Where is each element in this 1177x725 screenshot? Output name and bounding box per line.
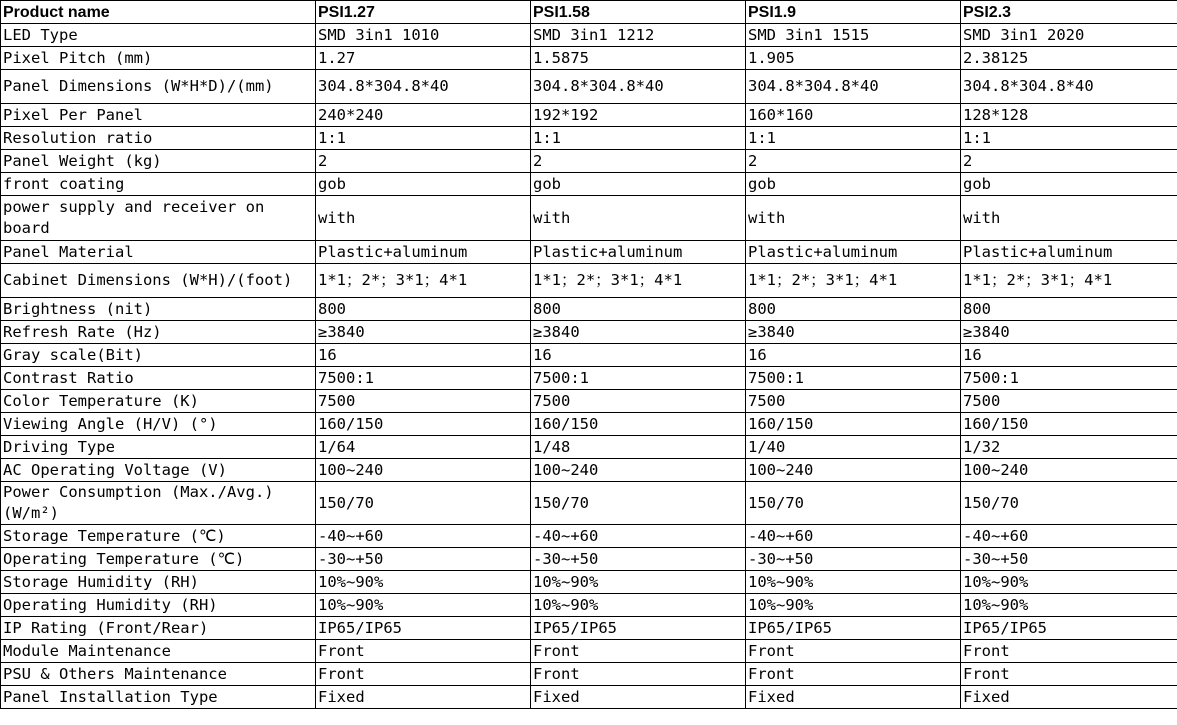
spec-value-cell: Plastic+aluminum [746,241,961,264]
spec-value-cell: IP65/IP65 [531,617,746,640]
spec-value-cell: 160/150 [961,413,1177,436]
spec-value-cell: 1/48 [531,436,746,459]
spec-value-cell: with [316,196,531,241]
table-row [1,367,1177,390]
spec-value-cell: 100~240 [746,459,961,482]
table-row [1,686,1177,709]
spec-value-cell: Plastic+aluminum [961,241,1177,264]
spec-value-cell: -30~+50 [531,548,746,571]
header-cell-psi19: PSI1.9 [746,1,961,24]
spec-value-cell: 10%~90% [961,571,1177,594]
spec-value-cell: Front [961,640,1177,663]
spec-value-cell: 7500:1 [746,367,961,390]
spec-value-cell: 10%~90% [531,594,746,617]
table-row [1,459,1177,482]
spec-value-cell: 7500 [316,390,531,413]
row-label-cell: power supply and receiver on board [1,196,316,241]
spec-value-cell: SMD 3in1 1515 [746,24,961,47]
spec-value-cell: 192*192 [531,104,746,127]
spec-value-cell: gob [316,173,531,196]
header-cell-psi158: PSI1.58 [531,1,746,24]
spec-table-body [1,24,1177,709]
spec-value-cell: IP65/IP65 [316,617,531,640]
spec-value-cell: Plastic+aluminum [531,241,746,264]
spec-value-cell: ≥3840 [316,321,531,344]
row-label-cell: Driving Type [1,436,316,459]
table-row [1,47,1177,70]
spec-value-cell: 150/70 [746,482,961,525]
spec-value-cell: 800 [961,298,1177,321]
spec-value-cell: 160*160 [746,104,961,127]
row-label-cell: Cabinet Dimensions (W*H)/(foot) [1,264,316,298]
spec-value-cell: Plastic+aluminum [316,241,531,264]
spec-value-cell: 2 [316,150,531,173]
spec-value-cell: with [746,196,961,241]
table-row [1,525,1177,548]
spec-value-cell: 7500:1 [961,367,1177,390]
row-label-cell: Operating Humidity (RH) [1,594,316,617]
spec-value-cell: 1.5875 [531,47,746,70]
spec-value-cell: SMD 3in1 1010 [316,24,531,47]
header-cell-psi127: PSI1.27 [316,1,531,24]
spec-value-cell: 100~240 [316,459,531,482]
spec-value-cell: -40~+60 [531,525,746,548]
spec-value-cell: Front [961,663,1177,686]
spec-value-cell: 10%~90% [316,571,531,594]
spec-value-cell: 1:1 [746,127,961,150]
table-row [1,548,1177,571]
spec-value-cell: 10%~90% [316,594,531,617]
spec-value-cell: IP65/IP65 [961,617,1177,640]
spec-value-cell: SMD 3in1 1212 [531,24,746,47]
table-row [1,264,1177,298]
spec-value-cell: -30~+50 [961,548,1177,571]
table-row [1,127,1177,150]
row-label-cell: Power Consumption (Max./Avg.)(W/m²) [1,482,316,525]
spec-value-cell: 160/150 [531,413,746,436]
spec-value-cell: 1:1 [961,127,1177,150]
spec-value-cell: 1*1；2*；3*1；4*1 [531,264,746,298]
spec-value-cell: 1:1 [531,127,746,150]
table-row [1,482,1177,525]
spec-value-cell: ≥3840 [746,321,961,344]
row-label-cell: Operating Temperature (℃) [1,548,316,571]
row-label-cell: PSU & Others Maintenance [1,663,316,686]
row-label-cell: Module Maintenance [1,640,316,663]
spec-value-cell: 1/32 [961,436,1177,459]
spec-value-cell: -30~+50 [746,548,961,571]
spec-value-cell: 10%~90% [531,571,746,594]
spec-value-cell: 16 [961,344,1177,367]
spec-value-cell: 304.8*304.8*40 [961,70,1177,104]
table-row [1,436,1177,459]
table-row [1,594,1177,617]
table-row [1,196,1177,241]
row-label-cell: Contrast Ratio [1,367,316,390]
spec-value-cell: 1.27 [316,47,531,70]
row-label-cell: AC Operating Voltage (V) [1,459,316,482]
table-row [1,344,1177,367]
spec-value-cell: Fixed [531,686,746,709]
spec-value-cell: 150/70 [531,482,746,525]
spec-value-cell: 10%~90% [961,594,1177,617]
spec-value-cell: 7500 [961,390,1177,413]
spec-value-cell: ≥3840 [961,321,1177,344]
spec-value-cell: Front [531,663,746,686]
spec-value-cell: 100~240 [531,459,746,482]
spec-value-cell: 2 [961,150,1177,173]
spec-value-cell: 7500 [746,390,961,413]
header-cell-product-name: Product name [1,1,316,24]
row-label-cell: Color Temperature (K) [1,390,316,413]
spec-value-cell: 150/70 [316,482,531,525]
row-label-cell: Storage Temperature (℃) [1,525,316,548]
table-row [1,150,1177,173]
spec-value-cell: gob [746,173,961,196]
row-label-cell: IP Rating (Front/Rear) [1,617,316,640]
spec-value-cell: with [961,196,1177,241]
table-row [1,104,1177,127]
spec-value-cell: gob [961,173,1177,196]
spec-value-cell: 7500:1 [316,367,531,390]
table-row [1,571,1177,594]
spec-value-cell: Front [531,640,746,663]
table-row [1,390,1177,413]
row-label-cell: Panel Installation Type [1,686,316,709]
row-label-cell: LED Type [1,24,316,47]
row-label-cell: Brightness (nit) [1,298,316,321]
spec-value-cell: 304.8*304.8*40 [746,70,961,104]
spec-value-cell: 304.8*304.8*40 [316,70,531,104]
spec-value-cell: 160/150 [746,413,961,436]
row-label-cell: Pixel Pitch (mm) [1,47,316,70]
spec-value-cell: ≥3840 [531,321,746,344]
spec-value-cell: gob [531,173,746,196]
spec-value-cell: 1/40 [746,436,961,459]
spec-value-cell: 160/150 [316,413,531,436]
table-row [1,173,1177,196]
table-row [1,617,1177,640]
table-row [1,663,1177,686]
spec-value-cell: 16 [316,344,531,367]
spec-value-cell: SMD 3in1 2020 [961,24,1177,47]
spec-value-cell: Front [746,663,961,686]
spec-value-cell: Front [316,640,531,663]
spec-value-cell: 240*240 [316,104,531,127]
spec-value-cell: 2.38125 [961,47,1177,70]
spec-value-cell: 1:1 [316,127,531,150]
spec-value-cell: -40~+60 [316,525,531,548]
row-label-cell: Panel Weight (kg) [1,150,316,173]
spec-value-cell: 1*1；2*；3*1；4*1 [316,264,531,298]
spec-value-cell: 1*1；2*；3*1；4*1 [961,264,1177,298]
spec-value-cell: 1.905 [746,47,961,70]
spec-value-cell: -30~+50 [316,548,531,571]
row-label-cell: Gray scale(Bit) [1,344,316,367]
spec-value-cell: 1/64 [316,436,531,459]
spec-value-cell: Fixed [746,686,961,709]
spec-value-cell: -40~+60 [961,525,1177,548]
spec-value-cell: 2 [531,150,746,173]
table-row [1,413,1177,436]
spec-value-cell: 100~240 [961,459,1177,482]
spec-value-cell: 10%~90% [746,571,961,594]
row-label-cell: Pixel Per Panel [1,104,316,127]
spec-value-cell: 7500:1 [531,367,746,390]
spec-value-cell: 2 [746,150,961,173]
row-label-cell: Storage Humidity (RH) [1,571,316,594]
row-label-cell: Resolution ratio [1,127,316,150]
spec-value-cell: 16 [531,344,746,367]
table-row [1,298,1177,321]
row-label-cell: Panel Dimensions (W*H*D)/(mm) [1,70,316,104]
spec-value-cell: 16 [746,344,961,367]
row-label-cell: front coating [1,173,316,196]
row-label-cell: Viewing Angle (H/V) (°) [1,413,316,436]
row-label-cell: Panel Material [1,241,316,264]
row-label-cell: Refresh Rate (Hz) [1,321,316,344]
spec-value-cell: Fixed [961,686,1177,709]
spec-value-cell: 10%~90% [746,594,961,617]
table-row [1,70,1177,104]
spec-value-cell: with [531,196,746,241]
header-row [1,1,1177,24]
spec-value-cell: 1*1；2*；3*1；4*1 [746,264,961,298]
spec-value-cell: Fixed [316,686,531,709]
spec-value-cell: Front [746,640,961,663]
spec-value-cell: 128*128 [961,104,1177,127]
spec-value-cell: 800 [531,298,746,321]
table-row [1,321,1177,344]
table-row [1,640,1177,663]
spec-value-cell: 150/70 [961,482,1177,525]
spec-value-cell: 800 [746,298,961,321]
spec-value-cell: 304.8*304.8*40 [531,70,746,104]
spec-value-cell: 7500 [531,390,746,413]
spec-value-cell: 800 [316,298,531,321]
table-row [1,241,1177,264]
spec-value-cell: Front [316,663,531,686]
spec-value-cell: IP65/IP65 [746,617,961,640]
spec-value-cell: -40~+60 [746,525,961,548]
table-row [1,24,1177,47]
header-cell-psi23: PSI2.3 [961,1,1177,24]
